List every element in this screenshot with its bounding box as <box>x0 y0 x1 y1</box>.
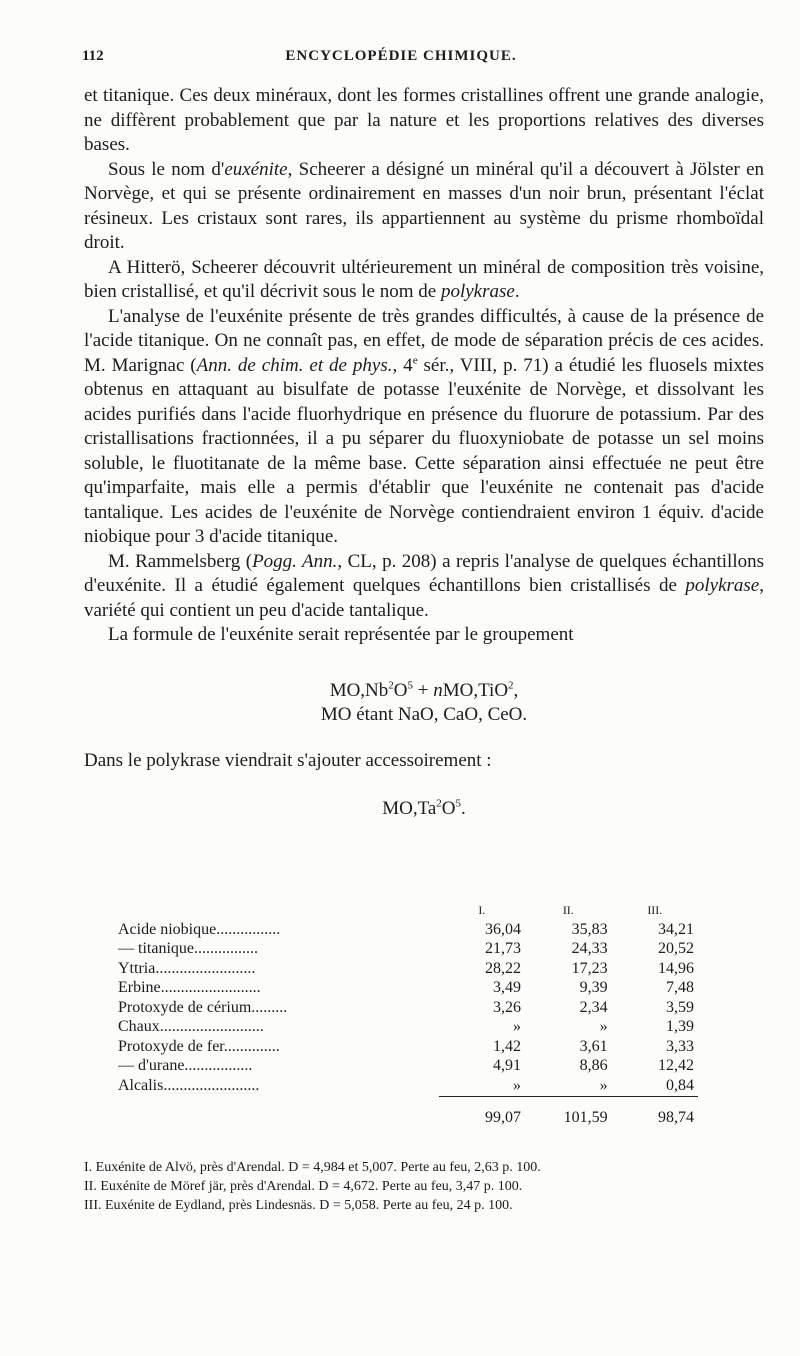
footnotes <box>84 1158 764 1215</box>
table-row <box>118 940 698 960</box>
table-cell: 8,86 <box>579 1057 608 1075</box>
table-header-row <box>118 900 698 920</box>
paragraph-5: M. Rammelsberg (Pogg. Ann., CL, p. 208) a repris l'analyse de quelques échantillons d'euxénite. Il a étudié également quelques échantillons bien cristallisés de polykrase, variété qui contient un peu d'acide tantalique. <box>84 550 764 621</box>
table-cell: 1,42 <box>493 1037 521 1055</box>
term-euxenite: euxénite <box>224 158 288 180</box>
formula-line-1: $MO,Nb^2O^5 + nMO,TiO^2$, <box>329 679 519 701</box>
column-header: I. <box>478 902 486 917</box>
table-cell: 1,39 <box>666 1018 694 1036</box>
table-row <box>118 959 698 979</box>
table-cell: 4,91 <box>493 1057 521 1075</box>
table-cell: 7,48 <box>666 979 694 997</box>
row-label: — titanique................ <box>118 940 258 958</box>
body-text <box>84 84 764 844</box>
table-cell: » <box>513 1076 521 1094</box>
formula-euxenite <box>84 679 764 727</box>
table-cell: 21,73 <box>485 940 521 958</box>
paragraph-6: La formule de l'euxénite serait représentée par le groupement <box>108 624 574 645</box>
table-cell: » <box>513 1018 521 1036</box>
total-cell: 98,74 <box>612 1096 698 1127</box>
term-polykrase: polykrase <box>440 281 515 302</box>
table-cell: 3,59 <box>666 998 694 1016</box>
paragraph-3: A Hitterö, Scheerer découvrit ultérieurement un minéral de composition très voisine, bien cristallisé, et qu'il décrivit sous le nom de polykrase. <box>84 256 764 302</box>
table-cell: 2,34 <box>579 998 608 1016</box>
row-label: Chaux.......................... <box>118 1018 264 1036</box>
table-cell: 34,21 <box>658 920 694 938</box>
table-cell: 35,83 <box>571 920 608 938</box>
table-row <box>118 979 698 999</box>
table-cell: 3,49 <box>493 979 521 997</box>
row-label: Yttria......................... <box>118 959 256 977</box>
table-cell: » <box>599 1076 608 1094</box>
total-cell: 101,59 <box>525 1096 612 1127</box>
reference-annales: Ann. de chim. et de phys. <box>196 354 393 376</box>
footnote-3: III. Euxénite de Eydland, près Lindesnäs. D = 5,058. Perte au feu, 24 p. 100. <box>84 1198 513 1213</box>
row-label: — d'urane................. <box>118 1057 253 1075</box>
row-label: Erbine......................... <box>118 979 261 997</box>
table-cell: 0,84 <box>666 1076 694 1094</box>
table-cell: 28,22 <box>485 959 521 977</box>
table-cell: » <box>599 1018 608 1036</box>
table-row <box>118 1018 698 1038</box>
table-row <box>118 920 698 940</box>
row-label: Alcalis........................ <box>118 1077 260 1094</box>
paragraph-1: et titanique. Ces deux minéraux, dont les formes cristallines offrent une grande analogie, ne diffèrent probablement que par la nature et les proportions relatives des diverses bases. <box>84 85 764 155</box>
reference-pogg: Pogg. Ann. <box>252 550 338 572</box>
footnote-1: I. Euxénite de Alvö, près d'Arendal. D = 4,984 et 5,007. Perte au feu, 2,63 p. 100. <box>84 1160 541 1175</box>
table-cell: 3,33 <box>666 1037 694 1055</box>
row-label: Acide niobique................ <box>118 920 281 938</box>
row-label: Protoxyde de cérium......... <box>118 998 288 1016</box>
running-title: ENCYCLOPÉDIE CHIMIQUE. <box>285 48 517 64</box>
formula-line-2: MO étant NaO, CaO, CeO. <box>320 703 528 725</box>
formula-tantalate: $MO,Ta^2O^5$. <box>382 797 466 819</box>
table-row <box>118 1076 698 1096</box>
table-cell: 24,33 <box>571 940 608 958</box>
paragraph-2: Sous le nom d'euxénite, Scheerer a désigné un minéral qu'il a découvert à Jölster en Norvège, et qui se présente ordinairement en masses d'un noir brun, présentant l'éclat résineux. Les cristaux sont rares, ils appartiennent au système du prisme rhomboïdal droit. <box>84 158 765 253</box>
table-cell: 3,26 <box>493 998 521 1016</box>
analysis-table <box>118 900 698 1127</box>
footnote-2: II. Euxénite de Möref jär, près d'Arendal. D = 4,672. Perte au feu, 3,47 p. 100. <box>84 1179 523 1194</box>
page-header <box>82 48 720 70</box>
table-cell: 12,42 <box>658 1057 694 1075</box>
table-row <box>118 998 698 1018</box>
column-header: III. <box>647 902 663 917</box>
table-cell: 20,52 <box>658 940 694 958</box>
table-cell: 14,96 <box>658 959 694 977</box>
table-cell: 17,23 <box>571 959 608 977</box>
paragraph-7: Dans le polykrase viendrait s'ajouter accessoirement : <box>84 749 492 771</box>
row-label: Protoxyde de fer.............. <box>118 1037 280 1055</box>
paragraph-4: L'analyse de l'euxénite présente de très grandes difficultés, à cause de la présence de l'acide titanique. On ne connaît pas, en effet, de mode de séparation précis de ces acides. M. Marignac (Ann. de chim. et de phys., 4e sér., VIII, p. 71) a étudié les fluosels mixtes obtenus en attaquant au bisulfate de potasse l'euxénite de Norvège, et dissolvant les acides purifiés dans l'acide fluorhydrique en présence du fluorure de potassium. Par des cristallisations fractionnées, il a pu séparer du fluoxyniobate de potasse un sel moins soluble, le fluotitanate de la même base. Cette séparation ainsi effectuée ne peut être qu'imparfaite, mais elle a permis d'établir que l'euxénite ne contenait pas d'acide tantalique. Les acides de l'euxénite de Norvège contiendraient environ 1 équiv. d'acide niobique pour 3 d'acide titanique. <box>84 305 764 547</box>
table-cell: 9,39 <box>579 979 608 997</box>
page-number: 112 <box>82 48 104 64</box>
column-header: II. <box>562 902 574 917</box>
table-cell: 3,61 <box>579 1037 608 1055</box>
table-row <box>118 1057 698 1077</box>
term-polykrase-2: polykrase <box>685 575 760 596</box>
table-row <box>118 1037 698 1057</box>
table-cell: 36,04 <box>485 920 521 938</box>
table-total-row <box>118 1096 698 1127</box>
total-cell: 99,07 <box>439 1096 525 1127</box>
